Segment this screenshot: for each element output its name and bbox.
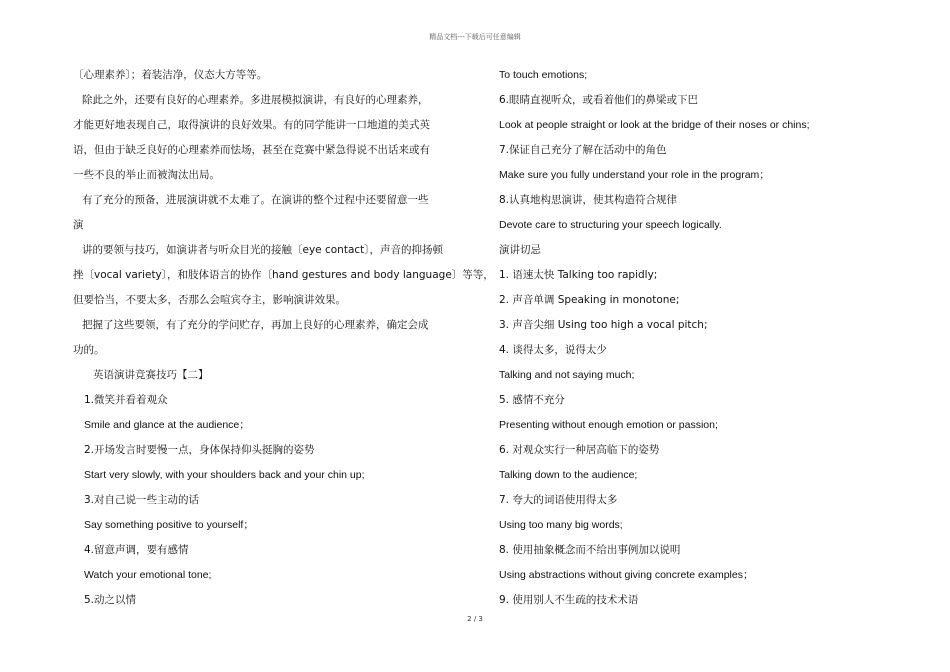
text-line: 把握了这些要领，有了充分的学问贮存，再加上良好的心理素养，确定会成 bbox=[82, 319, 429, 331]
text-line: 〔心理素养〕；着装洁净，仪态大方等等。 bbox=[73, 69, 268, 81]
list-item-translation: Talking and not saying much; bbox=[499, 369, 635, 381]
right-column bbox=[499, 63, 919, 613]
list-item: 2.开场发言时要慢一点，身体保持仰头挺胸的姿势 bbox=[84, 444, 315, 456]
text-line: 功的。 bbox=[73, 344, 105, 356]
list-item-translation: Using abstractions without giving concrete examples； bbox=[499, 569, 754, 581]
list-item-translation: Presenting without enough emotion or passion; bbox=[499, 419, 718, 431]
text-line: 一些不良的举止而被淘汰出局。 bbox=[73, 169, 220, 181]
list-item: 1.微笑并看着观众 bbox=[84, 394, 168, 406]
list-item-translation: Make sure you fully understand your role in the program； bbox=[499, 169, 770, 181]
list-item-translation: Say something positive to yourself； bbox=[84, 519, 254, 531]
list-item: 2. 声音单调 Speaking in monotone; bbox=[499, 294, 680, 306]
text-line: 除此之外，还要有良好的心理素养。多进展模拟演讲，有良好的心理素养， bbox=[82, 94, 429, 106]
list-item: 9. 使用别人不生疏的技术术语 bbox=[499, 594, 639, 606]
list-item-translation: Devote care to structuring your speech logically. bbox=[499, 219, 722, 231]
page-number: 2 / 3 bbox=[467, 615, 483, 623]
list-item: 7.保证自己充分了解在活动中的角色 bbox=[499, 144, 667, 156]
list-item: 5.动之以情 bbox=[84, 594, 137, 606]
list-item: 4. 谈得太多，说得太少 bbox=[499, 344, 607, 356]
list-item: 1. 语速太快 Talking too rapidly; bbox=[499, 269, 658, 281]
text-line: 有了充分的预备，进展演讲就不太难了。在演讲的整个过程中还要留意一些 bbox=[82, 194, 429, 206]
list-item-translation: Smile and glance at the audience； bbox=[84, 419, 250, 431]
text-line: 语，但由于缺乏良好的心理素养而怯场，甚至在竞赛中紧急得说不出话来或有 bbox=[73, 144, 430, 156]
text-line: 挫〔vocal variety〕，和肢体语言的协作〔hand gestures and body language〕等等， bbox=[73, 269, 494, 281]
list-item: 3. 声音尖细 Using too high a vocal pitch; bbox=[499, 319, 708, 331]
text-line: 才能更好地表现自己，取得演讲的良好效果。有的同学能讲一口地道的美式英 bbox=[73, 119, 430, 131]
text-line: 演 bbox=[73, 219, 84, 231]
list-item: 6. 对观众实行一种居高临下的姿势 bbox=[499, 444, 660, 456]
left-column bbox=[73, 63, 494, 613]
list-item: 7. 夸大的词语使用得太多 bbox=[499, 494, 618, 506]
list-item: 8.认真地构思演讲，使其构造符合规律 bbox=[499, 194, 678, 206]
list-item-translation: Watch your emotional tone; bbox=[84, 569, 212, 581]
list-item-translation: Talking down to the audience; bbox=[499, 469, 638, 481]
page-header: 精品文档---下载后可任意编辑 bbox=[429, 33, 521, 41]
list-item-translation: Look at people straight or look at the bridge of their noses or chins; bbox=[499, 119, 810, 131]
text-line: 讲的要领与技巧，如演讲者与听众目光的接触〔eye contact〕，声音的抑扬顿 bbox=[82, 244, 444, 256]
list-item: 3.对自己说一些主动的话 bbox=[84, 494, 200, 506]
list-item: 5. 感情不充分 bbox=[499, 394, 565, 406]
section-heading: 英语演讲竞赛技巧【二】 bbox=[93, 369, 209, 381]
list-item: 4.留意声调，要有感情 bbox=[84, 544, 189, 556]
text-line: 但要恰当，不要太多，否那么会喧宾夺主，影响演讲效果。 bbox=[73, 294, 346, 306]
list-item: 6.眼睛直视听众，或看着他们的鼻梁或下巴 bbox=[499, 94, 699, 106]
list-item-translation: To touch emotions; bbox=[499, 69, 588, 81]
list-item: 8. 使用抽象概念而不给出事例加以说明 bbox=[499, 544, 681, 556]
list-item-translation: Using too many big words; bbox=[499, 519, 623, 531]
section-heading: 演讲切忌 bbox=[499, 244, 541, 256]
list-item-translation: Start very slowly, with your shoulders back and your chin up; bbox=[84, 469, 365, 481]
